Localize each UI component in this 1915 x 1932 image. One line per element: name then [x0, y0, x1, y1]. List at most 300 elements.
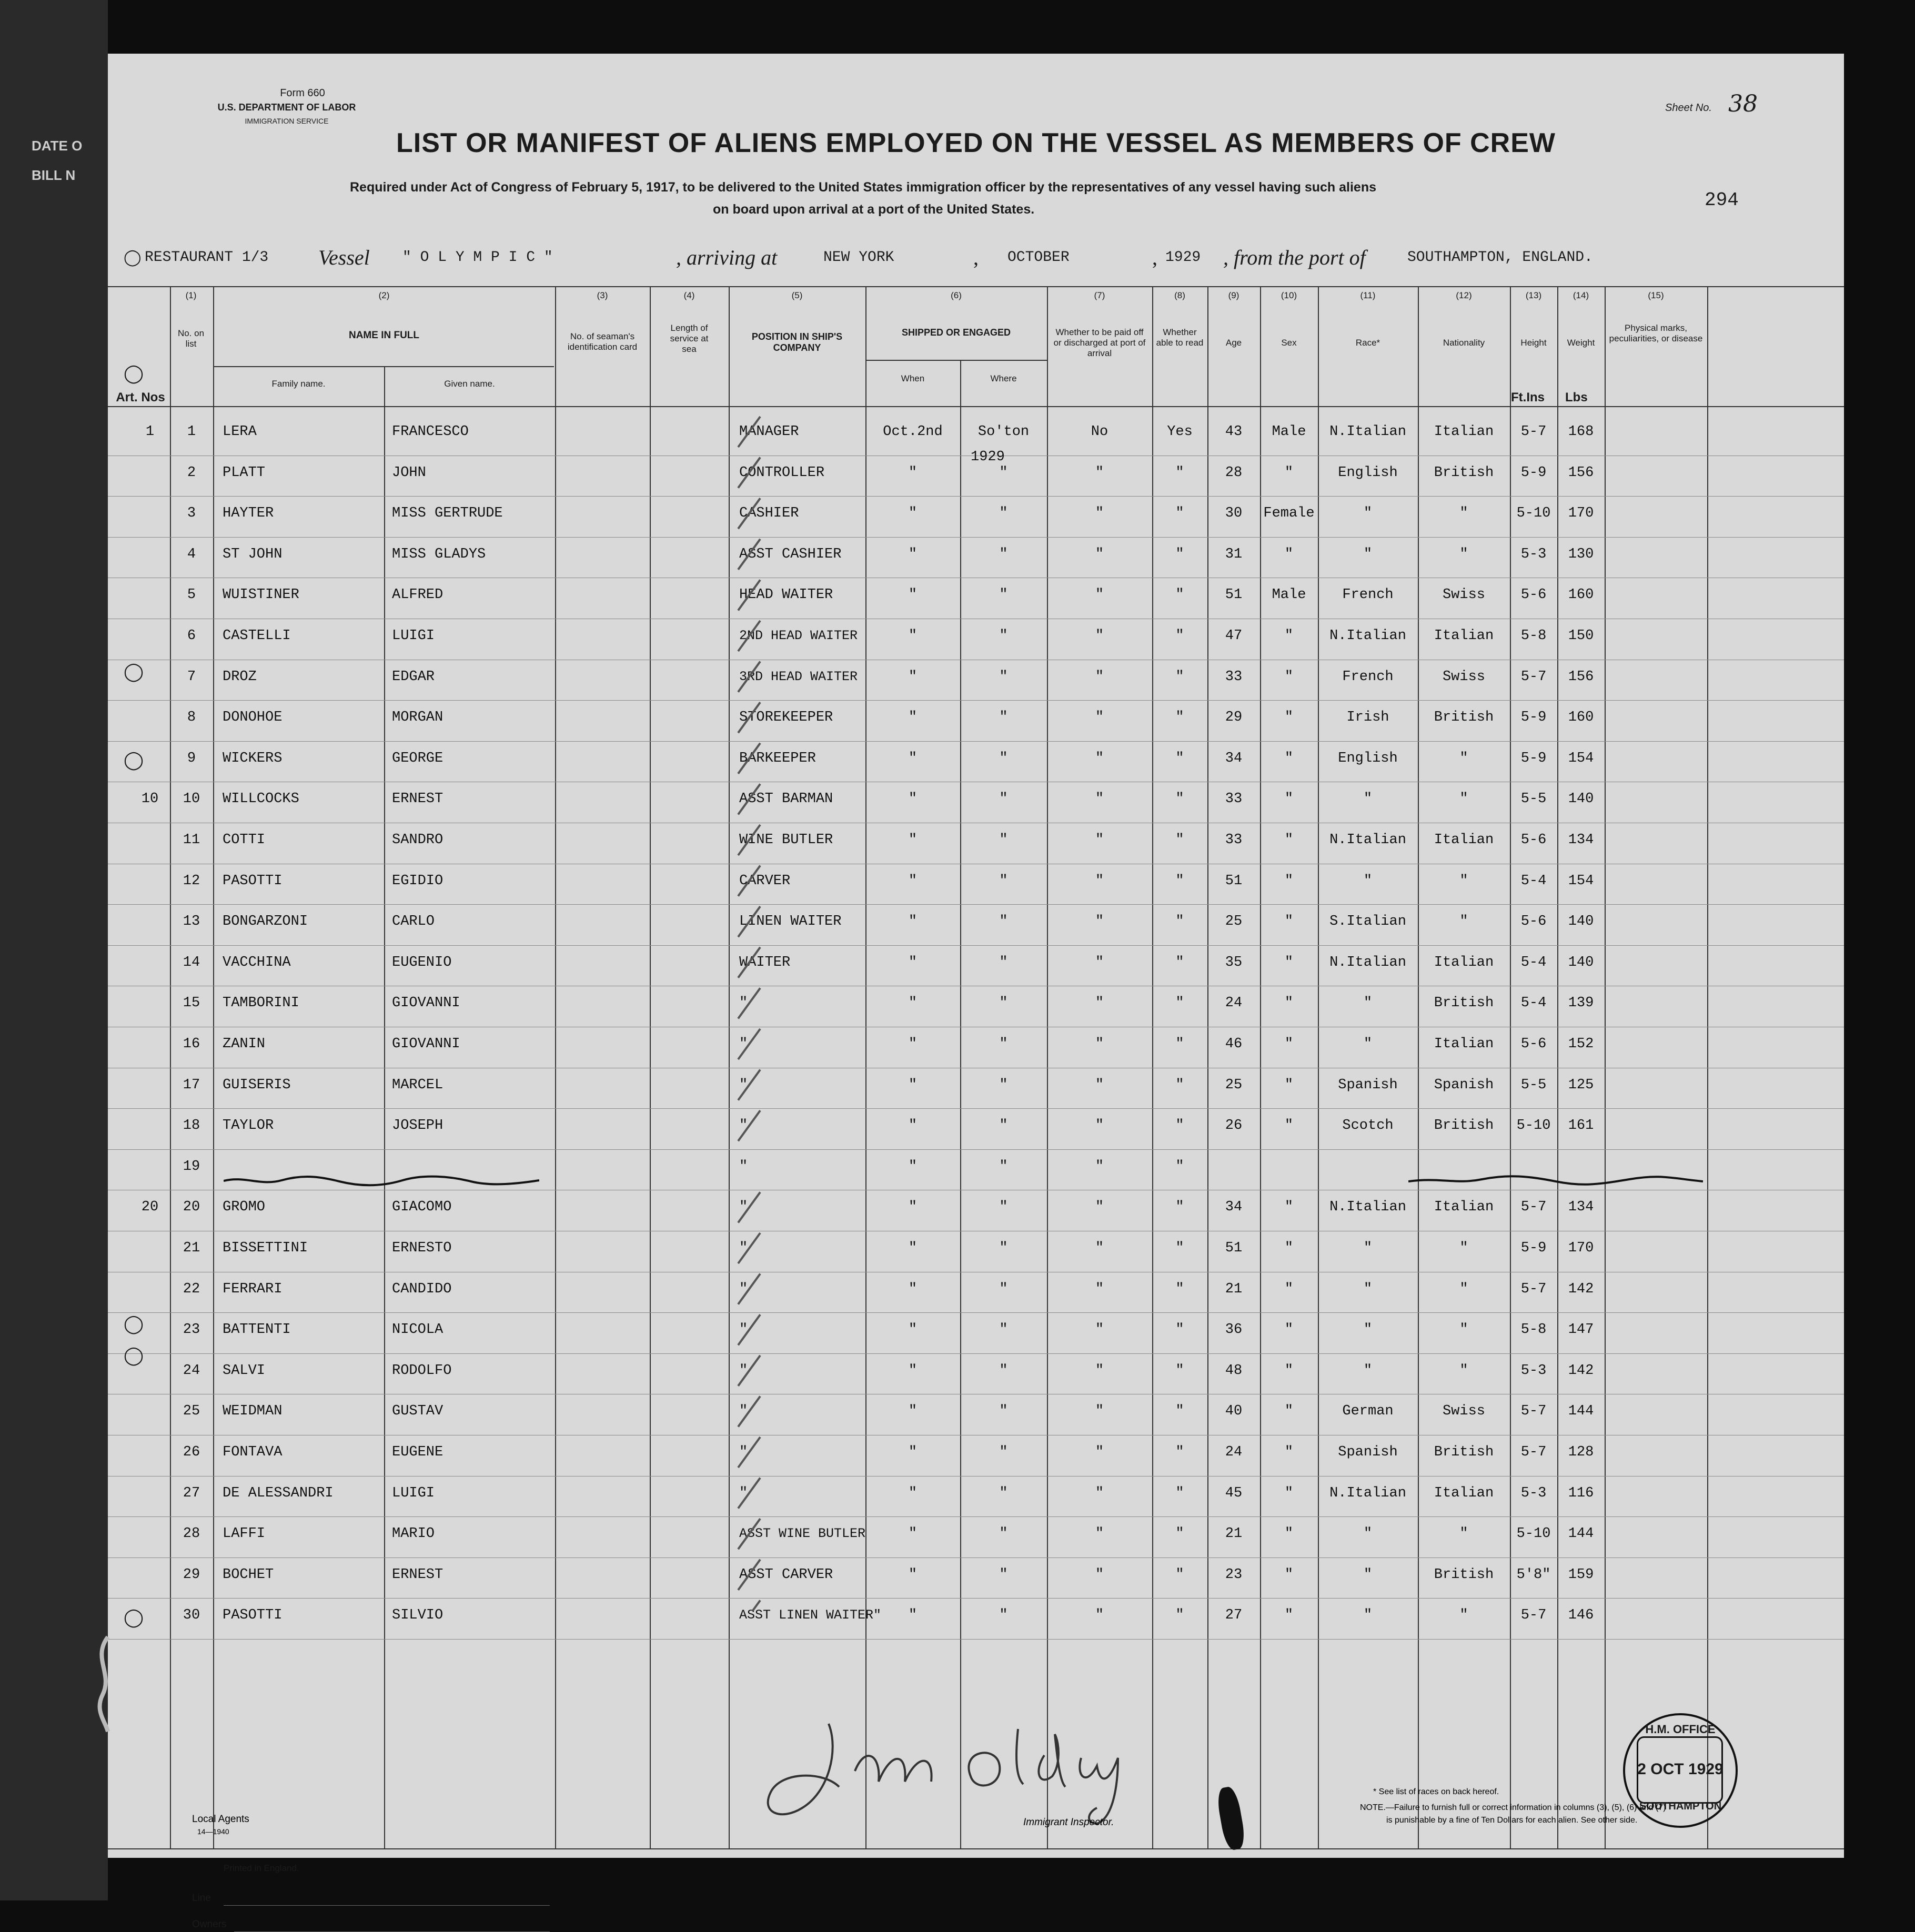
- cell-paid: ": [1095, 710, 1104, 726]
- arriving-label: , arriving at: [676, 246, 778, 269]
- cell-sex: ": [1284, 1118, 1294, 1134]
- table-top-border: [108, 286, 1844, 287]
- cell-nat: ": [1459, 546, 1468, 562]
- cell-position: ": [739, 1322, 748, 1338]
- cell-family: BOCHET: [223, 1566, 274, 1583]
- cell-race: Irish: [1346, 710, 1389, 726]
- cell-where: ": [999, 1362, 1008, 1379]
- cell-age: 27: [1225, 1607, 1243, 1624]
- cell-sex: ": [1284, 710, 1294, 726]
- cell-when: ": [908, 1566, 918, 1583]
- cell-given: CANDIDO: [392, 1281, 452, 1297]
- row-line: [108, 945, 1844, 946]
- cell-weight: 125: [1568, 1077, 1594, 1093]
- cell-nat: British: [1434, 995, 1494, 1011]
- cell-family: SALVI: [223, 1362, 266, 1379]
- cell-position: WAITER: [739, 954, 791, 970]
- cell-weight: 170: [1568, 505, 1594, 522]
- cell-where: ": [999, 1403, 1008, 1420]
- cell-height: 5-6: [1520, 914, 1547, 930]
- cell-paid: ": [1095, 1526, 1104, 1542]
- cell-family: COTTI: [223, 832, 266, 848]
- cell-position: ASST CASHIER: [739, 546, 842, 562]
- cell-sex: ": [1284, 1322, 1294, 1338]
- cell-no: 21: [183, 1240, 200, 1256]
- arrival-year: 1929: [1165, 249, 1201, 266]
- cell-age: 21: [1225, 1281, 1243, 1297]
- cell-given: NICOLA: [392, 1322, 444, 1338]
- sheet-label: Sheet No.: [1665, 102, 1712, 114]
- cell-position: ": [739, 1403, 748, 1420]
- cell-where: ": [999, 1526, 1008, 1542]
- cell-paid: ": [1095, 1403, 1104, 1420]
- cell-weight: 130: [1568, 546, 1594, 562]
- cell-weight: 161: [1568, 1118, 1594, 1134]
- cell-family: ST JOHN: [223, 546, 283, 562]
- cell-age: 23: [1225, 1566, 1243, 1583]
- race-note: * See list of races on back hereof.: [1373, 1787, 1499, 1796]
- cell-position: ": [739, 1118, 748, 1134]
- cell-read: ": [1175, 1607, 1184, 1624]
- comma-2: ,: [1152, 246, 1157, 269]
- col-7-number: (7): [1094, 290, 1105, 300]
- cell-weight: 144: [1568, 1526, 1594, 1542]
- cell-when: ": [908, 1526, 918, 1542]
- cell-read: ": [1175, 954, 1184, 970]
- cell-sex: ": [1284, 1485, 1294, 1501]
- cell-no: 18: [183, 1118, 200, 1134]
- cell-read: ": [1175, 1240, 1184, 1256]
- cell-family: WILLCOCKS: [223, 791, 299, 807]
- cell-sex: ": [1284, 1566, 1294, 1583]
- cell-no: 5: [187, 587, 196, 603]
- check-mark: [738, 1233, 760, 1263]
- cell-height: 5-9: [1520, 1240, 1547, 1256]
- cell-nat: British: [1434, 1566, 1494, 1583]
- cell-weight: 156: [1568, 464, 1594, 481]
- cell-no: 1: [187, 424, 196, 440]
- cell-given: EGIDIO: [392, 873, 444, 889]
- cell-when: ": [908, 505, 918, 522]
- cell-paid: ": [1095, 750, 1104, 766]
- lbs-label: Lbs: [1565, 390, 1588, 404]
- cell-family: FERRARI: [223, 1281, 283, 1297]
- cell-paid: ": [1095, 464, 1104, 481]
- cell-position: CARVER: [739, 873, 791, 889]
- cell-position: ": [739, 995, 748, 1011]
- row-line: [108, 1108, 1844, 1109]
- cell-read: ": [1175, 1403, 1184, 1420]
- cell-no: 12: [183, 873, 200, 889]
- row-line: [108, 1149, 1844, 1150]
- cell-family: PASOTTI: [223, 1607, 283, 1624]
- cell-when: ": [908, 464, 918, 481]
- cell-no: 23: [183, 1322, 200, 1338]
- cell-race: ": [1363, 791, 1373, 807]
- cell-paid: ": [1095, 954, 1104, 970]
- cell-art: 1: [145, 424, 155, 440]
- check-mark: [738, 906, 760, 937]
- cell-position: 2ND HEAD WAITER: [739, 628, 858, 643]
- check-mark: [738, 1519, 760, 1549]
- col-paid-off: Whether to be paid off or discharged at port of arrival: [1053, 327, 1146, 358]
- cell-race: English: [1338, 750, 1398, 766]
- cell-paid: ": [1095, 1036, 1104, 1052]
- cell-read: ": [1175, 1444, 1184, 1460]
- cell-read: ": [1175, 832, 1184, 848]
- edge-date-label: DATE O: [32, 138, 83, 154]
- cell-paid: ": [1095, 1281, 1104, 1297]
- cell-paid: ": [1095, 995, 1104, 1011]
- punch-hole-top: ◯: [124, 249, 142, 266]
- cell-height: 5-8: [1520, 628, 1547, 644]
- cell-sex: ": [1284, 546, 1294, 562]
- cell-where: ": [999, 1240, 1008, 1256]
- cell-where: ": [999, 1281, 1008, 1297]
- cell-height: 5-9: [1520, 464, 1547, 481]
- col-position: POSITION IN SHIP'S COMPANY: [751, 331, 843, 353]
- cell-race: Scotch: [1342, 1118, 1394, 1134]
- cell-read: ": [1175, 995, 1184, 1011]
- cell-where: ": [999, 750, 1008, 766]
- cell-no: 11: [183, 832, 200, 848]
- check-mark: [738, 1192, 760, 1222]
- cell-given: CARLO: [392, 914, 435, 930]
- cell-no: 22: [183, 1281, 200, 1297]
- form-title: LIST OR MANIFEST OF ALIENS EMPLOYED ON THE VESSEL AS MEMBERS OF CREW: [396, 128, 1556, 158]
- cell-when: ": [908, 791, 918, 807]
- cell-family: FONTAVA: [223, 1444, 283, 1460]
- cell-given: MISS GERTRUDE: [392, 505, 503, 522]
- cell-read: ": [1175, 914, 1184, 930]
- cell-sex: ": [1284, 1403, 1294, 1420]
- cell-where: ": [999, 464, 1008, 481]
- cell-no: 29: [183, 1566, 200, 1583]
- cell-family: HAYTER: [223, 505, 274, 522]
- check-mark: [738, 580, 760, 610]
- col-when: When: [901, 373, 925, 383]
- cell-paid: ": [1095, 1158, 1104, 1175]
- printed-in: Printed in England.: [224, 1863, 299, 1873]
- cell-sex: ": [1284, 1036, 1294, 1052]
- cell-paid: No: [1091, 424, 1108, 440]
- cell-weight: 156: [1568, 669, 1594, 685]
- column-line: [384, 366, 385, 1848]
- cell-weight: 134: [1568, 832, 1594, 848]
- cell-nat: Italian: [1434, 954, 1494, 970]
- cell-paid: ": [1095, 1444, 1104, 1460]
- cell-given: SILVIO: [392, 1607, 444, 1624]
- punch-hole: ◯: [124, 1314, 144, 1334]
- name-divider: [213, 366, 554, 367]
- cell-race: ": [1363, 1322, 1373, 1338]
- cell-age: 51: [1225, 587, 1243, 603]
- cell-position: WINE BUTLER: [739, 832, 833, 848]
- cell-position: ": [739, 1281, 748, 1297]
- cell-when: ": [908, 832, 918, 848]
- cell-paid: ": [1095, 505, 1104, 522]
- cell-when: ": [908, 1118, 918, 1134]
- cell-given: RODOLFO: [392, 1362, 452, 1379]
- cell-weight: 147: [1568, 1322, 1594, 1338]
- cell-race: Spanish: [1338, 1077, 1398, 1093]
- cell-race: ": [1363, 873, 1373, 889]
- cell-family: GUISERIS: [223, 1077, 291, 1093]
- cell-given: JOHN: [392, 464, 426, 481]
- ft-ins-label: Ft.Ins: [1511, 390, 1545, 404]
- cell-age: 34: [1225, 750, 1243, 766]
- cell-given: EUGENIO: [392, 954, 452, 970]
- row-line: [108, 496, 1844, 497]
- cell-family: TAYLOR: [223, 1118, 274, 1134]
- cell-where: ": [999, 505, 1008, 522]
- cell-sex: ": [1284, 669, 1294, 685]
- cell-weight: 144: [1568, 1403, 1594, 1420]
- cell-race: German: [1342, 1403, 1394, 1420]
- vessel-name: " O L Y M P I C ": [402, 249, 553, 266]
- check-mark: [738, 784, 760, 814]
- col-11-number: (11): [1360, 290, 1376, 300]
- cell-when: Oct.2nd: [883, 424, 943, 440]
- cell-read: ": [1175, 464, 1184, 481]
- cell-sex: ": [1284, 995, 1294, 1011]
- row-line: [108, 700, 1844, 701]
- cell-paid: ": [1095, 669, 1104, 685]
- voyage-section: RESTAURANT 1/3: [145, 249, 269, 266]
- cell-when: ": [908, 1362, 918, 1379]
- cell-height: 5-7: [1520, 1281, 1547, 1297]
- cell-given: SANDRO: [392, 832, 444, 848]
- cell-given: GIOVANNI: [392, 1036, 460, 1052]
- cell-given: EDGAR: [392, 669, 435, 685]
- col-15-number: (15): [1648, 290, 1664, 300]
- cell-age: 51: [1225, 1240, 1243, 1256]
- cell-family: WICKERS: [223, 750, 283, 766]
- cell-nat: Swiss: [1442, 587, 1485, 603]
- cell-given: ERNEST: [392, 791, 444, 807]
- cell-no: 10: [183, 791, 200, 807]
- cell-no: 9: [187, 750, 196, 766]
- cell-race: Spanish: [1338, 1444, 1398, 1460]
- cell-paid: ": [1095, 914, 1104, 930]
- table-bottom-border: [108, 1848, 1844, 1849]
- cell-given: EUGENE: [392, 1444, 444, 1460]
- col-race: Race*: [1355, 338, 1380, 348]
- cell-read: ": [1175, 1118, 1184, 1134]
- check-mark: [738, 1437, 760, 1468]
- cell-position: ": [739, 1444, 748, 1460]
- cell-age: 31: [1225, 546, 1243, 562]
- check-mark: [738, 1396, 760, 1427]
- cell-family: DE ALESSANDRI: [223, 1485, 334, 1501]
- cell-when: ": [908, 669, 918, 685]
- cell-race: N.Italian: [1329, 424, 1406, 440]
- cell-weight: 146: [1568, 1607, 1594, 1624]
- cell-read: ": [1175, 1322, 1184, 1338]
- cell-position: CASHIER: [739, 505, 799, 522]
- cell-race: N.Italian: [1329, 1485, 1406, 1501]
- cell-race: N.Italian: [1329, 954, 1406, 970]
- cell-height: 5-9: [1520, 710, 1547, 726]
- check-mark: [738, 539, 760, 570]
- cell-family: PASOTTI: [223, 873, 283, 889]
- form-subtitle-1: Required under Act of Congress of February 5, 1917, to be delivered to the United States immigration officer by the representatives of any vessel having such aliens: [350, 180, 1376, 195]
- cell-age: 35: [1225, 954, 1243, 970]
- cell-when: ": [908, 587, 918, 603]
- stamp-line-3: SOUTHAMPTON: [1639, 1800, 1722, 1812]
- cell-weight: 134: [1568, 1199, 1594, 1216]
- cell-given: GEORGE: [392, 750, 444, 766]
- cell-age: 43: [1225, 424, 1243, 440]
- cell-no: 28: [183, 1526, 200, 1542]
- col-sex: Sex: [1281, 338, 1297, 348]
- cell-where: ": [999, 1607, 1008, 1624]
- check-mark: [738, 1029, 760, 1059]
- cell-height: 5-10: [1516, 1118, 1551, 1134]
- check-mark: [738, 988, 760, 1018]
- row19-strike-right: [1408, 1173, 1703, 1189]
- cell-nat: Italian: [1434, 1036, 1494, 1052]
- cell-height: 5-5: [1520, 1077, 1547, 1093]
- cell-given: MORGAN: [392, 710, 444, 726]
- cell-position: ": [739, 1485, 748, 1501]
- note-line-2: is punishable by a fine of Ten Dollars for each alien. See other side.: [1386, 1816, 1638, 1825]
- cell-race: ": [1363, 505, 1373, 522]
- check-mark: [738, 662, 760, 692]
- cell-weight: 154: [1568, 750, 1594, 766]
- row-line: [108, 904, 1844, 905]
- cell-weight: 170: [1568, 1240, 1594, 1256]
- cell-paid: ": [1095, 1322, 1104, 1338]
- col-name-in-full: NAME IN FULL: [348, 330, 420, 341]
- cell-nat: British: [1434, 1444, 1494, 1460]
- cell-given: MISS GLADYS: [392, 546, 486, 562]
- cell-no: 26: [183, 1444, 200, 1460]
- cell-given: GIOVANNI: [392, 995, 460, 1011]
- cell-sex: ": [1284, 750, 1294, 766]
- cell-where: ": [999, 628, 1008, 644]
- row-line: [108, 1598, 1844, 1599]
- row-line: [108, 1516, 1844, 1517]
- cell-weight: 160: [1568, 587, 1594, 603]
- cell-age: 21: [1225, 1526, 1243, 1542]
- cell-read: ": [1175, 1362, 1184, 1379]
- cell-sex: ": [1284, 1444, 1294, 1460]
- cell-age: 47: [1225, 628, 1243, 644]
- cell-sex: ": [1284, 954, 1294, 970]
- cell-when: ": [908, 628, 918, 644]
- cell-given: MARIO: [392, 1526, 435, 1542]
- cell-when: ": [908, 995, 918, 1011]
- cell-position: LINEN WAITER: [739, 914, 842, 930]
- cell-age: 25: [1225, 1077, 1243, 1093]
- cell-sex: ": [1284, 1199, 1294, 1216]
- cell-no: 19: [183, 1158, 200, 1175]
- check-mark: [738, 1478, 760, 1509]
- punch-hole: ◯: [124, 751, 144, 770]
- cell-no: 14: [183, 954, 200, 970]
- cell-position: ": [739, 1199, 748, 1216]
- row-line: [108, 537, 1844, 538]
- cell-art: 20: [141, 1199, 159, 1216]
- cell-family: ZANIN: [223, 1036, 266, 1052]
- cell-when: ": [908, 1281, 918, 1297]
- inspector-label: Immigrant Inspector.: [1023, 1817, 1114, 1828]
- check-mark: [738, 1560, 760, 1590]
- cell-read: ": [1175, 669, 1184, 685]
- cell-family: WUISTINER: [223, 587, 299, 603]
- position-check-marks: [729, 401, 813, 1611]
- check-mark: [738, 1274, 760, 1304]
- cell-position: MANAGER: [739, 424, 799, 440]
- cell-weight: 128: [1568, 1444, 1594, 1460]
- check-mark: [738, 947, 760, 978]
- page-number: 294: [1705, 189, 1739, 211]
- cell-no: 2: [187, 464, 196, 481]
- cell-read: ": [1175, 546, 1184, 562]
- col-physical-marks: Physical marks, peculiarities, or disease: [1609, 323, 1703, 343]
- cell-when: ": [908, 1607, 918, 1624]
- cell-sex: ": [1284, 914, 1294, 930]
- cell-paid: ": [1095, 1362, 1104, 1379]
- cell-weight: 160: [1568, 710, 1594, 726]
- col-seaman-card: No. of seaman's identification card: [567, 331, 638, 352]
- col-nationality: Nationality: [1443, 338, 1485, 348]
- stamp-line-2: 2 OCT 1929: [1637, 1761, 1724, 1778]
- cell-where: ": [999, 710, 1008, 726]
- cell-weight: 142: [1568, 1362, 1594, 1379]
- row19-strike-left: [224, 1173, 539, 1189]
- cell-height: 5-6: [1520, 832, 1547, 848]
- cell-age: 33: [1225, 669, 1243, 685]
- cell-race: ": [1363, 1566, 1373, 1583]
- cell-given: LUIGI: [392, 628, 435, 644]
- check-mark: [738, 1110, 760, 1141]
- cell-position: BARKEEPER: [739, 750, 816, 766]
- cell-paid: ": [1095, 587, 1104, 603]
- cell-where: ": [999, 1444, 1008, 1460]
- cell-race: ": [1363, 1281, 1373, 1297]
- cell-nat: ": [1459, 1607, 1468, 1624]
- cell-no: 27: [183, 1485, 200, 1501]
- cell-weight: 140: [1568, 914, 1594, 930]
- cell-read: ": [1175, 710, 1184, 726]
- cell-nat: Swiss: [1442, 669, 1485, 685]
- cell-nat: Italian: [1434, 832, 1494, 848]
- cell-weight: 152: [1568, 1036, 1594, 1052]
- cell-nat: Spanish: [1434, 1077, 1494, 1093]
- form-subtitle-2: on board upon arrival at a port of the United States.: [713, 202, 1035, 217]
- cell-family: WEIDMAN: [223, 1403, 283, 1420]
- cell-weight: 168: [1568, 424, 1594, 440]
- cell-position: STOREKEEPER: [739, 710, 833, 726]
- footer-line-label: Line: [192, 1893, 211, 1904]
- cell-age: 25: [1225, 914, 1243, 930]
- col-where: Where: [990, 373, 1017, 383]
- cell-race: ": [1363, 1036, 1373, 1052]
- row-line: [108, 1312, 1844, 1313]
- from-port-label: , from the port of: [1223, 246, 1366, 269]
- cell-where: ": [999, 669, 1008, 685]
- cell-height: 5-7: [1520, 669, 1547, 685]
- cell-position: HEAD WAITER: [739, 587, 833, 603]
- arrival-port: NEW YORK: [823, 249, 894, 266]
- row-line: [108, 1557, 1844, 1558]
- cell-no: 6: [187, 628, 196, 644]
- col-age: Age: [1225, 338, 1242, 348]
- cell-given: ERNESTO: [392, 1240, 452, 1256]
- cell-no: 20: [183, 1199, 200, 1216]
